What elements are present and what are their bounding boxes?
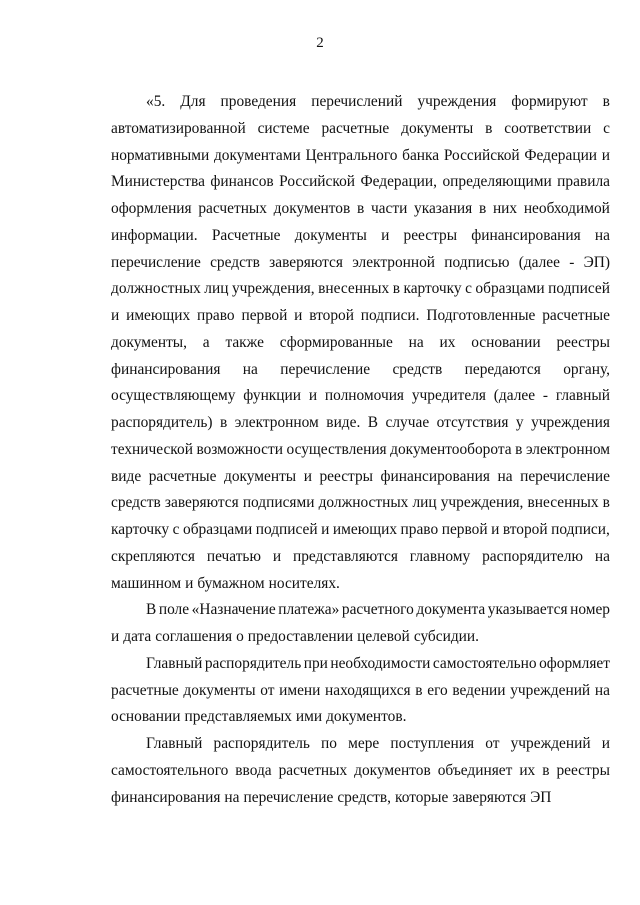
text-line xyxy=(111,169,610,196)
word: документов xyxy=(354,761,431,779)
text-line xyxy=(111,330,610,357)
word: образцами xyxy=(475,280,545,298)
page-number: 2 xyxy=(316,35,324,51)
word: системе xyxy=(257,119,310,137)
word: в xyxy=(485,119,493,137)
word: также xyxy=(225,333,264,351)
word: ведении xyxy=(452,681,506,699)
word: реестры xyxy=(556,761,610,779)
word: а xyxy=(202,333,210,351)
word: перечисление xyxy=(520,467,610,485)
word: в xyxy=(542,761,550,779)
word: средств xyxy=(111,494,161,512)
word: первой xyxy=(241,307,288,324)
word: ввода xyxy=(235,761,272,779)
word: их xyxy=(519,761,536,779)
word: Главный xyxy=(146,654,203,672)
word: на xyxy=(242,360,258,378)
word: Федерации xyxy=(524,146,598,164)
text-line xyxy=(111,517,610,544)
word: заверяются xyxy=(164,494,239,512)
word: второй xyxy=(502,521,548,538)
word: расчетные xyxy=(542,307,610,324)
word: осуществляющему xyxy=(111,387,236,405)
word: финансирования xyxy=(111,788,221,806)
word: поле xyxy=(158,601,190,619)
word: (далее xyxy=(518,253,560,271)
word: которые xyxy=(395,788,449,806)
word: на xyxy=(224,788,240,806)
word: и xyxy=(308,387,318,405)
word: них xyxy=(492,200,518,217)
word: документы xyxy=(224,467,297,485)
word: учреждения, xyxy=(231,280,315,298)
word: имеющих xyxy=(126,307,191,324)
word: должностных xyxy=(111,280,201,298)
word: расчетные xyxy=(321,119,390,137)
word: главному xyxy=(409,547,471,565)
word: объединяет xyxy=(437,761,513,779)
word: документа xyxy=(416,601,486,619)
word: финансирования xyxy=(380,467,490,485)
word: карточку xyxy=(111,521,170,538)
text-line xyxy=(111,544,610,571)
word: представляемых xyxy=(184,708,292,726)
word: по xyxy=(321,735,337,752)
word: средств xyxy=(210,253,260,271)
text-line xyxy=(111,597,610,624)
word: самостоятельно xyxy=(432,654,537,672)
word: документооборота xyxy=(390,440,512,458)
word: учреждений xyxy=(510,681,591,699)
word: лиц xyxy=(204,280,229,298)
word: с xyxy=(465,280,472,298)
word: платежа» xyxy=(278,601,340,619)
word: лиц xyxy=(412,494,437,512)
word: печатью xyxy=(206,547,261,565)
text-line xyxy=(111,250,610,277)
word: функции xyxy=(243,387,301,405)
word: необходимой xyxy=(523,200,610,217)
word: отсутствия xyxy=(436,414,509,431)
word: «Назначение xyxy=(191,601,276,619)
word: ими xyxy=(295,708,323,726)
word: расчетных xyxy=(278,761,348,779)
text-line xyxy=(111,116,610,143)
word: документов. xyxy=(326,708,407,726)
word: и xyxy=(303,467,312,485)
word: в xyxy=(515,440,523,458)
word: и xyxy=(381,226,390,244)
word: Для xyxy=(180,93,206,110)
text-line xyxy=(111,704,610,731)
word: - xyxy=(569,253,575,271)
word: финансирования xyxy=(471,226,581,244)
word: предоставлении xyxy=(247,628,354,645)
word: распорядитель xyxy=(204,654,302,672)
word: учреждения xyxy=(417,93,497,110)
word: сформированные xyxy=(279,333,393,351)
word: имеющих xyxy=(332,521,398,538)
word: в xyxy=(220,414,228,431)
word: право xyxy=(197,307,235,324)
text-line xyxy=(111,678,610,705)
word: дата xyxy=(123,628,152,645)
word: внесенных xyxy=(527,494,599,512)
text-line xyxy=(111,437,610,464)
word: машинном xyxy=(111,574,182,592)
word: в xyxy=(392,280,400,298)
word: образцами xyxy=(183,521,253,538)
word: оформления xyxy=(111,200,192,217)
word: при xyxy=(303,654,328,672)
word: их xyxy=(439,333,456,351)
word: на xyxy=(497,467,513,485)
text-line xyxy=(111,731,610,758)
text-line xyxy=(111,464,610,491)
word: номер xyxy=(570,601,610,619)
word: и xyxy=(601,146,610,164)
word: в xyxy=(478,200,487,217)
text-line xyxy=(111,624,610,651)
word: имени xyxy=(279,681,321,699)
word: информации. xyxy=(111,226,198,244)
word: подписи, xyxy=(551,521,610,538)
word: должностных xyxy=(318,494,409,512)
paragraph xyxy=(111,89,610,597)
text-line xyxy=(111,651,610,678)
word: и xyxy=(491,521,500,538)
word: документы xyxy=(294,226,367,244)
word: с xyxy=(172,521,180,538)
text-line xyxy=(111,89,610,116)
word: В xyxy=(146,601,157,619)
word: его xyxy=(427,681,448,699)
word: соответствии xyxy=(504,119,592,137)
word: второй xyxy=(309,307,354,324)
word: соглашения xyxy=(155,628,233,645)
word: целевой xyxy=(357,628,410,645)
word: виде. xyxy=(326,414,361,431)
word: нормативными xyxy=(111,146,210,164)
word: «5. xyxy=(146,93,166,110)
word: подписей xyxy=(548,280,610,298)
word: у xyxy=(515,414,524,431)
word: ЭП) xyxy=(583,253,610,271)
word: технической xyxy=(111,440,193,458)
word: подписями xyxy=(242,494,315,512)
word: поступления xyxy=(390,735,475,752)
word: ЭП xyxy=(530,788,552,806)
text-line xyxy=(111,357,610,384)
word: финансирования xyxy=(111,360,221,378)
word: электронном xyxy=(525,440,610,458)
word: расчетные xyxy=(148,467,217,485)
text-line xyxy=(111,196,610,223)
word: реестры xyxy=(403,226,458,244)
word: подписи. xyxy=(360,307,420,324)
word: финансов xyxy=(210,173,274,191)
word: перечислений xyxy=(311,93,403,110)
word: автоматизированной xyxy=(111,119,246,137)
word: В xyxy=(367,414,379,431)
text-line xyxy=(111,758,610,785)
word: документов xyxy=(273,200,351,217)
word: формируют xyxy=(511,93,588,110)
word: учреждения, xyxy=(440,494,524,512)
word: от xyxy=(260,681,275,699)
word: субсидии. xyxy=(413,628,479,645)
word: - xyxy=(542,387,549,405)
word: полномочия xyxy=(324,387,405,405)
word: части xyxy=(370,200,408,217)
word: в xyxy=(415,681,423,699)
word: первой xyxy=(441,521,488,538)
word: заверяются xyxy=(269,253,343,271)
text-line xyxy=(111,490,610,517)
word: Подготовленные xyxy=(426,307,536,324)
word: подписей xyxy=(255,521,318,538)
word: средств, xyxy=(337,788,392,806)
word: мере xyxy=(348,735,380,752)
word: перечисление xyxy=(111,253,201,271)
paragraph xyxy=(111,651,610,731)
word: необходимости xyxy=(330,654,431,672)
word: перечисление xyxy=(243,788,334,806)
word: случае xyxy=(385,414,430,431)
word: о xyxy=(236,628,244,645)
word: в xyxy=(356,200,365,217)
text-line xyxy=(111,223,610,250)
word: основании xyxy=(471,333,541,351)
word: на xyxy=(408,333,424,351)
word: карточку xyxy=(403,280,462,298)
word: внесенных xyxy=(318,280,390,298)
word: представляются xyxy=(292,547,398,565)
word: определяющими xyxy=(442,173,552,191)
word: в xyxy=(602,93,610,110)
word: на xyxy=(594,547,610,565)
word: и xyxy=(111,307,120,324)
text-line xyxy=(111,410,610,437)
word: указывается xyxy=(487,601,568,619)
word: и xyxy=(272,547,282,565)
word: носителях. xyxy=(268,574,340,592)
word: с xyxy=(603,119,610,137)
word: правила xyxy=(557,173,610,191)
word: распорядитель) xyxy=(111,414,213,431)
word: находящихся xyxy=(325,681,411,699)
word: расчетного xyxy=(341,601,414,619)
word: указания xyxy=(414,200,473,217)
word: электронном xyxy=(234,414,319,431)
text-line xyxy=(111,571,610,598)
word: на xyxy=(594,226,610,244)
word: документы, xyxy=(111,333,187,351)
word: (далее xyxy=(493,387,536,405)
word: бумажном xyxy=(197,574,265,592)
paragraph xyxy=(111,597,610,651)
word: Расчетные xyxy=(211,226,281,244)
word: Федерации, xyxy=(360,173,438,191)
word: перечисление xyxy=(280,360,371,378)
word: расчетных xyxy=(198,200,267,217)
paragraph xyxy=(111,731,610,811)
word: заверяются xyxy=(452,788,527,806)
word: документами xyxy=(213,146,301,164)
word: распорядитель xyxy=(213,735,310,752)
word: главный xyxy=(555,387,610,405)
word: реестры xyxy=(319,467,373,485)
word: расчетные xyxy=(111,681,179,699)
word: распорядителю xyxy=(482,547,583,565)
word: на xyxy=(594,681,610,699)
text-line xyxy=(111,383,610,410)
word: и xyxy=(601,735,610,752)
word: и xyxy=(185,574,194,592)
word: учреждения xyxy=(531,414,610,431)
word: проведения xyxy=(220,93,297,110)
word: возможности xyxy=(196,440,283,458)
word: в xyxy=(602,494,610,512)
word: Министерства xyxy=(111,173,205,191)
word: реестры xyxy=(556,333,610,351)
word: документы xyxy=(183,681,256,699)
word: средств xyxy=(392,360,443,378)
word: и xyxy=(111,628,120,645)
word: скрепляются xyxy=(111,547,195,565)
word: учреждений xyxy=(510,735,591,752)
text-line xyxy=(111,303,610,330)
word: Российской xyxy=(443,146,520,164)
word: и xyxy=(321,521,330,538)
word: основании xyxy=(111,708,181,726)
word: от xyxy=(485,735,500,752)
word: осуществления xyxy=(286,440,387,458)
word: подписью xyxy=(444,253,510,271)
text-line xyxy=(111,276,610,303)
word: документы xyxy=(401,119,474,137)
text-line xyxy=(111,143,610,170)
word: и xyxy=(294,307,303,324)
word: учредителя xyxy=(411,387,486,405)
word: передаются xyxy=(464,360,541,378)
word: право xyxy=(400,521,439,538)
word: виде xyxy=(111,467,142,485)
word: органу, xyxy=(563,360,610,378)
word: банка xyxy=(402,146,440,164)
word: оформляет xyxy=(539,654,610,672)
word: самостоятельного xyxy=(111,761,229,779)
word: электронной xyxy=(352,253,436,271)
document-body xyxy=(111,89,610,811)
word: Российской xyxy=(279,173,356,191)
word: Центрального xyxy=(305,146,398,164)
word: Главный xyxy=(146,735,203,752)
text-line xyxy=(111,785,610,812)
